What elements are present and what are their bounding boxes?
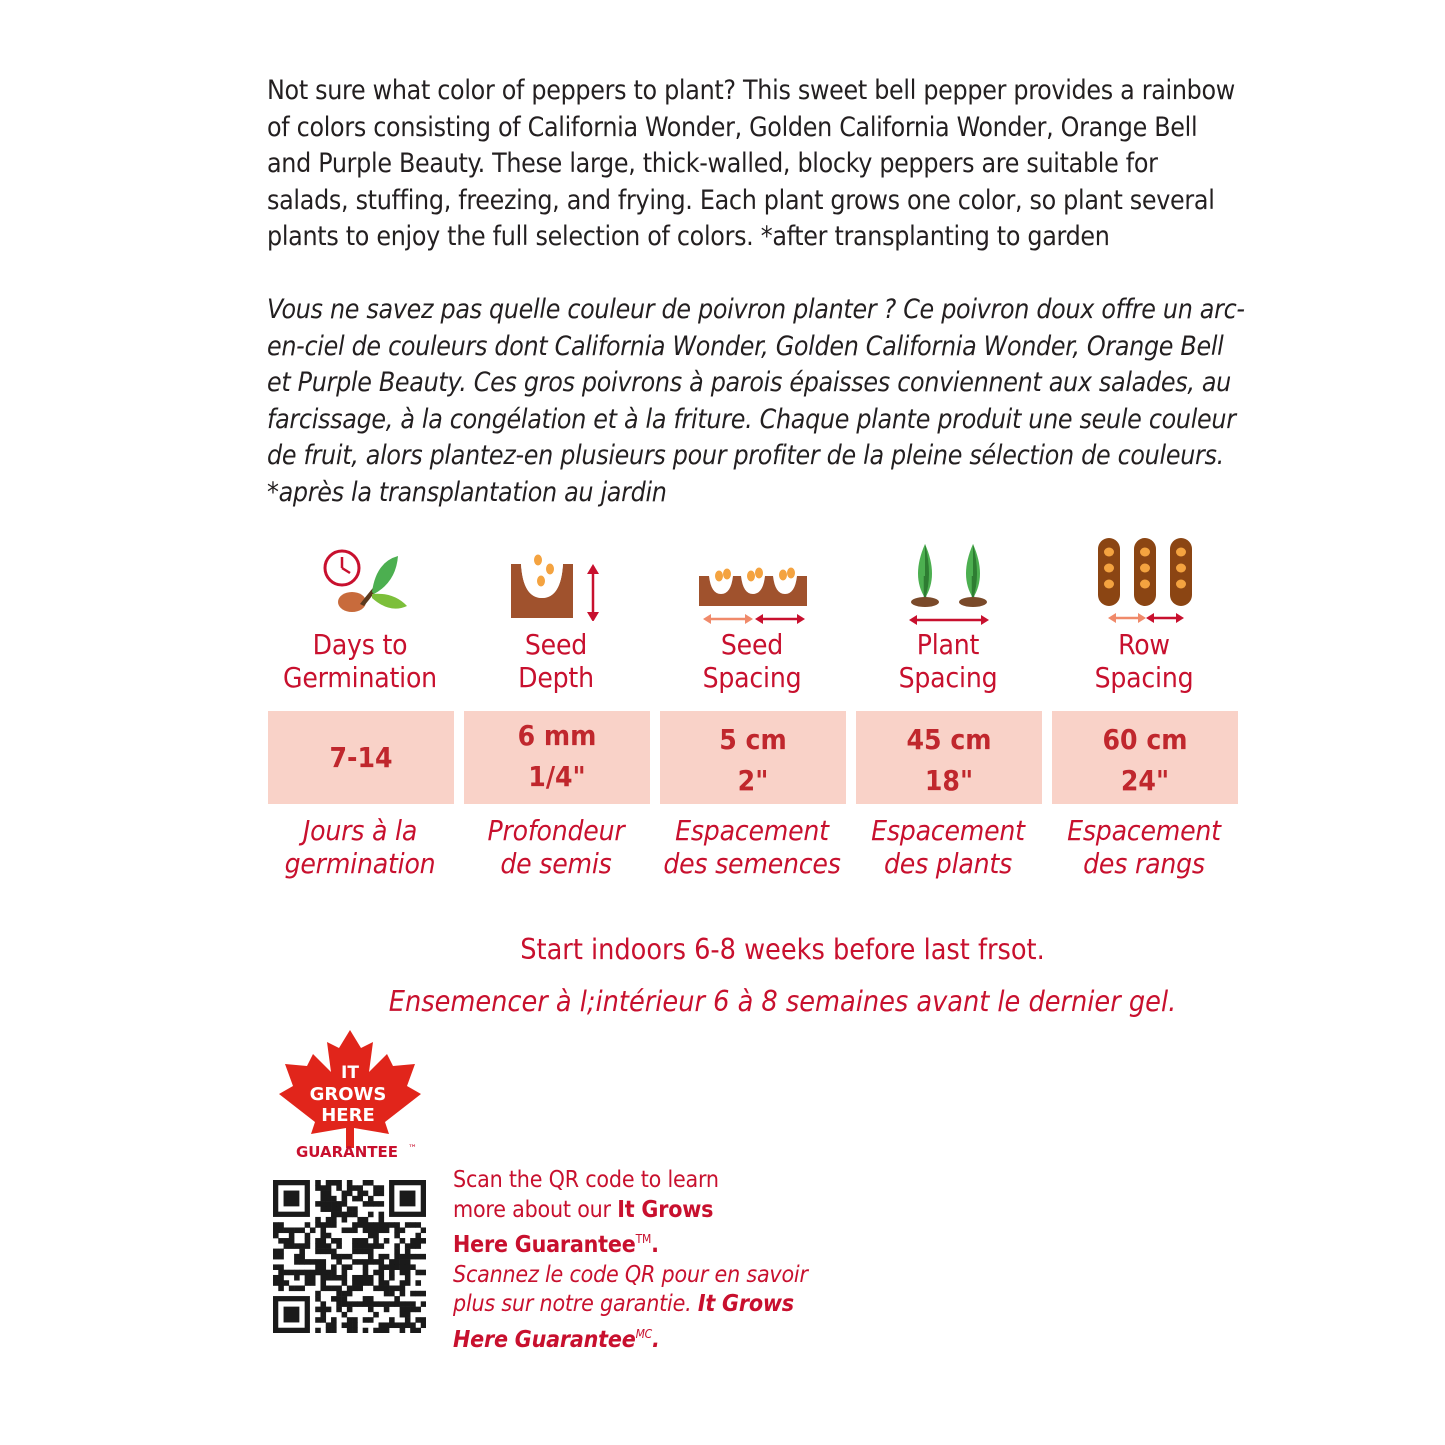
badge-line4: GUARANTEE [295, 1143, 399, 1161]
label-seed-depth [458, 628, 654, 694]
label-fr-seed-spacing [654, 814, 850, 880]
label-plant-spacing [850, 628, 1046, 694]
growing-icons-row [262, 536, 1242, 636]
label-line: Jours à la [302, 814, 418, 847]
label-line: Profondeur [487, 814, 625, 847]
start-indoors-en: Start indoors 6-8 weeks before last frsot. [520, 933, 1045, 966]
label-line: Days to [312, 628, 408, 661]
qr-text-part: plus sur notre garantie. [453, 1291, 698, 1318]
label-line: Spacing [898, 661, 998, 694]
qr-code[interactable] [273, 1180, 426, 1333]
label-line: Spacing [702, 661, 802, 694]
qr-text [453, 1166, 808, 1356]
badge-line3: HERE [321, 1105, 375, 1126]
description-fr-line: Vous ne savez pas quelle couleur de poivron planter ? Ce poivron doux offre un arc- [267, 294, 1245, 325]
label-line: Spacing [1094, 661, 1194, 694]
qr-text-bold: It Grows [617, 1196, 714, 1223]
label-line: des rangs [1083, 847, 1205, 880]
description-fr-line: *après la transplantation au jardin [267, 476, 667, 508]
qr-text-line [453, 1225, 783, 1261]
label-row-spacing [1046, 628, 1242, 694]
value-seed-depth [464, 711, 650, 804]
qr-text-part: more about our [453, 1196, 618, 1223]
label-fr-plant-spacing [850, 814, 1046, 880]
description-fr-line: farcissage, à la congélation et à la friture. Chaque plante produit une seule couleur [267, 403, 1236, 435]
badge-line2: GROWS [309, 1084, 387, 1105]
value-text: 5 cm [719, 723, 787, 756]
label-line: Seed [720, 628, 784, 661]
qr-text-bold: . [652, 1326, 660, 1353]
qr-text-sup: TM [635, 1232, 652, 1247]
value-text: 18" [924, 764, 974, 797]
value-row-spacing [1052, 711, 1238, 804]
qr-text-line [453, 1290, 794, 1320]
label-line: Espacement [1067, 814, 1221, 847]
label-line: germination [284, 847, 436, 880]
value-text: 1/4" [528, 760, 586, 793]
seed-depth-icon [507, 536, 607, 621]
label-line: Plant [916, 628, 980, 661]
label-line: Depth [518, 661, 594, 694]
label-fr-seed-depth [458, 814, 654, 880]
description-fr-line: en-ciel de couleurs dont California Wonder, Golden California Wonder, Orange Bell [267, 330, 1224, 362]
badge-line1: IT [341, 1063, 359, 1083]
qr-text-bold: . [651, 1232, 659, 1259]
label-fr-days-to-germination [262, 814, 458, 880]
description-en-line: Not sure what color of peppers to plant? This sweet bell pepper provides a rainbow [267, 75, 1235, 106]
plant-spacing-icon [907, 536, 997, 631]
seed-spacing-icon [697, 536, 812, 631]
description-en-line: salads, stuffing, freezing, and frying. Each plant grows one color, so plant several [267, 184, 1215, 216]
label-line: Espacement [675, 814, 829, 847]
qr-text-bold: Here Guarantee [453, 1326, 636, 1353]
qr-text-bold: Here Guarantee [453, 1232, 636, 1259]
qr-text-line: Scannez le code QR pour en savoir [453, 1261, 808, 1288]
qr-text-line: Scan the QR code to learn [453, 1167, 719, 1193]
description-en [267, 73, 1247, 256]
qr-text-line [453, 1196, 783, 1226]
start-indoors-fr: Ensemencer à l;intérieur 6 à 8 semaines avant le dernier gel. [388, 985, 1177, 1018]
maple-leaf-badge [275, 1030, 425, 1165]
qr-text-line [453, 1320, 783, 1356]
qr-text-bold: It Grows [697, 1291, 794, 1318]
value-text: 45 cm [906, 723, 992, 756]
description-en-line: plants to enjoy the full selection of colors. *after transplanting to garden [267, 221, 1110, 253]
value-days-to-germination [268, 711, 454, 804]
row-spacing-icon [1092, 536, 1202, 631]
label-seed-spacing [654, 628, 850, 694]
description-fr [267, 292, 1247, 512]
description-fr-line: de fruit, alors plantez-en plusieurs pour profiter de la pleine sélection de couleurs. [267, 440, 1224, 472]
label-line: Seed [524, 628, 588, 661]
value-plant-spacing [856, 711, 1042, 804]
clock-sprout-icon [312, 536, 412, 621]
label-days-to-germination [262, 628, 458, 694]
label-line: Row [1118, 628, 1170, 661]
label-line: Germination [283, 661, 437, 694]
description-en-line: and Purple Beauty. These large, thick-walled, blocky peppers are suitable for [267, 148, 1158, 180]
value-text: 7-14 [329, 741, 393, 774]
label-fr-row-spacing [1046, 814, 1242, 880]
qr-text-sup: MC [635, 1326, 653, 1341]
value-text: 6 mm [517, 719, 597, 752]
label-line: des plants [883, 847, 1013, 880]
badge-tm: ™ [408, 1144, 417, 1154]
label-line: des semences [663, 847, 841, 880]
value-text: 2" [737, 764, 769, 797]
label-line: de semis [500, 847, 612, 880]
value-seed-spacing [660, 711, 846, 804]
value-text: 24" [1120, 764, 1170, 797]
label-line: Espacement [871, 814, 1025, 847]
description-fr-line: et Purple Beauty. Ces gros poivrons à parois épaisses conviennent aux salades, au [267, 367, 1231, 399]
value-text: 60 cm [1102, 723, 1188, 756]
description-en-line: of colors consisting of California Wonder, Golden California Wonder, Orange Bell [267, 111, 1198, 143]
